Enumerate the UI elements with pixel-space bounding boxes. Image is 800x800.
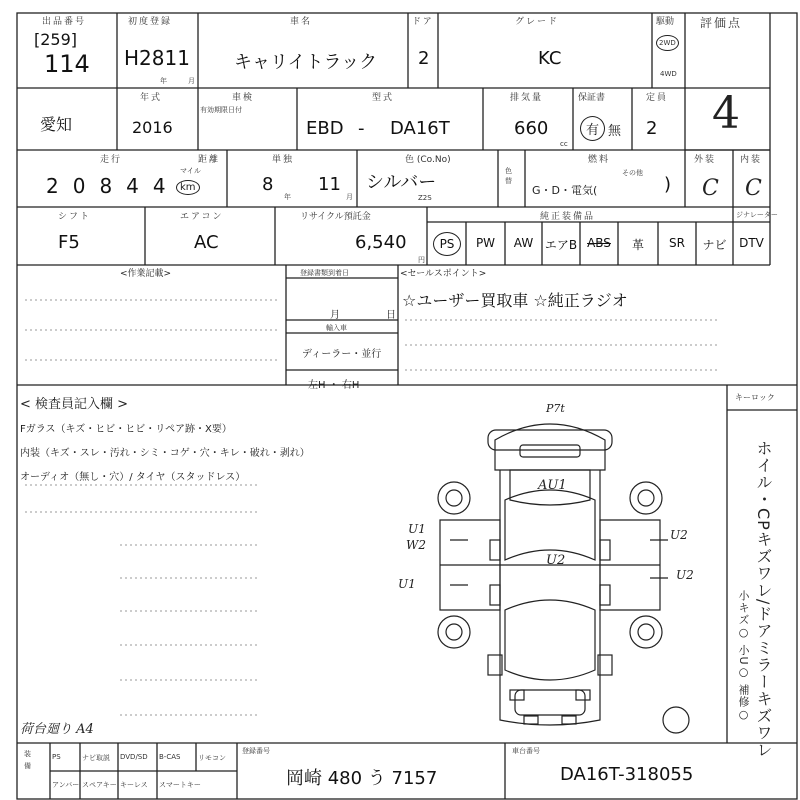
year-month-unit: 月 bbox=[346, 193, 353, 201]
color-code: Z2S bbox=[418, 194, 432, 202]
car-name: キャリイトラック bbox=[234, 52, 378, 73]
handwritten-bottom: 荷台廻り A4 bbox=[20, 722, 94, 737]
footer-equip-item: スマートキー bbox=[159, 781, 201, 789]
model-code: DA16T bbox=[390, 118, 450, 139]
capacity-label: 定員 bbox=[646, 93, 669, 103]
mark-front: P7t bbox=[546, 402, 565, 415]
ownership-no: 無 bbox=[608, 124, 622, 139]
import-dealer: ディーラー・並行 bbox=[302, 349, 382, 360]
score: 4 bbox=[712, 88, 740, 139]
import-label: 輸入車 bbox=[326, 324, 347, 332]
first-reg: H2811 bbox=[124, 46, 190, 70]
inspector-line3: オーディオ（無し・穴）/ タイヤ（スタッドレス） bbox=[20, 472, 246, 483]
lot-label: 出品番号 bbox=[42, 17, 87, 27]
displacement-label: 排気量 bbox=[510, 93, 544, 103]
chassis-label: 車台番号 bbox=[512, 747, 540, 755]
fuel-close: ) bbox=[664, 174, 672, 195]
drive-label: 駆動 bbox=[656, 17, 675, 27]
ac-label: エアコン bbox=[180, 212, 224, 222]
inspector-label: < 検査員記入欄 > bbox=[20, 397, 129, 412]
mileage-km: km bbox=[176, 180, 200, 195]
ownership-label: 保証書 bbox=[578, 93, 606, 103]
work-label: <作業記載> bbox=[120, 269, 172, 279]
side-notes: ホイル・CPキズワレ/ドアミラーキズワレ bbox=[754, 440, 773, 759]
mark-hood: AU1 bbox=[538, 478, 567, 493]
type-label: 型式 bbox=[372, 93, 395, 103]
recycle-unit: 円 bbox=[418, 256, 425, 264]
footer-equip-item: アンバー bbox=[52, 781, 80, 789]
reg-month: 月 bbox=[330, 310, 340, 321]
score-label: 評価点 bbox=[700, 16, 743, 30]
doors: 2 bbox=[418, 48, 430, 69]
import-steer: 左H ・ 右H bbox=[308, 380, 360, 391]
mark-right-upper: U2 bbox=[670, 528, 688, 542]
drive-4wd: 4WD bbox=[660, 70, 677, 78]
color: シルバー bbox=[366, 172, 437, 193]
mark-left-lower: U1 bbox=[398, 577, 416, 591]
capacity: 2 bbox=[646, 118, 658, 139]
lot-number: 114 bbox=[44, 50, 90, 78]
inspection-sub: 有効期限日付 bbox=[200, 106, 242, 114]
sales-points: ☆ユーザー買取車 ☆純正ラジオ bbox=[402, 291, 628, 310]
car-name-label: 車名 bbox=[290, 17, 313, 27]
sales-label: <セールスポイント> bbox=[400, 269, 487, 279]
shift: F5 bbox=[58, 232, 80, 253]
drive-2wd: 2WD bbox=[656, 35, 679, 51]
year-month: 11 bbox=[318, 174, 341, 195]
keylock-label: キーロック bbox=[735, 393, 775, 402]
equipment-item: PW bbox=[475, 236, 496, 250]
color-change-label: 色替 bbox=[505, 167, 512, 185]
equipment-item: エアB bbox=[544, 238, 578, 252]
door-label: ドア bbox=[412, 17, 434, 27]
fuel-options: G・D・電気( bbox=[532, 184, 598, 197]
exterior: C bbox=[702, 176, 719, 201]
equipment-item: 革 bbox=[631, 238, 644, 252]
plate-label: 登録番号 bbox=[242, 747, 270, 755]
color-label: 色 (Co.No) bbox=[405, 155, 451, 165]
fuel-label: 燃料 bbox=[588, 155, 611, 165]
equipment-item: PS bbox=[433, 232, 461, 256]
equipment-item: SR bbox=[669, 236, 685, 250]
single-label: 単独 bbox=[272, 155, 295, 165]
recycle: 6,540 bbox=[355, 232, 407, 253]
inspector-line2: 内装（キズ・スレ・汚れ・シミ・コゲ・穴・キレ・破れ・剥れ） bbox=[20, 448, 310, 459]
mark-left-upper: U1 bbox=[408, 522, 426, 536]
fuel-other: その他 bbox=[622, 169, 643, 177]
ac: AC bbox=[194, 232, 219, 253]
ownership-yes: 有 bbox=[580, 116, 605, 141]
recycle-label: リサイクル預託金 bbox=[300, 212, 371, 222]
equipment-item: DTV bbox=[739, 236, 764, 250]
lot-bracket: [259] bbox=[34, 30, 78, 49]
mark-center: U2 bbox=[546, 553, 566, 568]
footer-equip-item: スペアキー bbox=[82, 781, 117, 789]
reg-day: 日 bbox=[386, 310, 396, 321]
footer-equip-item: PS bbox=[52, 753, 61, 761]
displacement: 660 bbox=[514, 118, 549, 139]
model-year: 2016 bbox=[132, 118, 173, 137]
months-unit: 年 bbox=[284, 193, 291, 201]
equipment-label: 純正装備品 bbox=[540, 212, 596, 222]
mileage-mile: マイル bbox=[180, 167, 201, 175]
first-reg-sub: 年 bbox=[160, 77, 167, 85]
months: 8 bbox=[262, 174, 274, 195]
footer-equip-item: DVD/SD bbox=[120, 753, 148, 761]
option-label: ジナレーター bbox=[736, 211, 778, 219]
plate: 岡崎 480 う 7157 bbox=[286, 768, 438, 789]
mileage-unit-label: 距離 bbox=[198, 155, 221, 165]
interior-label: 内装 bbox=[740, 155, 763, 165]
first-reg-sub2: 月 bbox=[188, 77, 195, 85]
grade: KC bbox=[538, 48, 562, 69]
displacement-unit: cc bbox=[560, 140, 568, 148]
equipment-item: AW bbox=[513, 236, 534, 250]
shift-label: シフト bbox=[58, 212, 92, 222]
region: 愛知 bbox=[40, 115, 73, 134]
mileage-label: 走行 bbox=[100, 155, 123, 165]
mileage: 20844 bbox=[46, 174, 180, 198]
exterior-label: 外装 bbox=[694, 155, 717, 165]
chassis: DA16T-318055 bbox=[560, 764, 694, 785]
model-dash: - bbox=[358, 118, 365, 139]
model-year-label: 年式 bbox=[140, 93, 163, 103]
first-reg-label: 初度登録 bbox=[128, 17, 173, 27]
reg-label: 登録書類到着日 bbox=[300, 269, 349, 277]
equipment-item: ナビ bbox=[702, 238, 727, 252]
mark-left-upper2: W2 bbox=[406, 538, 426, 552]
mark-right-lower: U2 bbox=[676, 568, 694, 582]
footer-equip-item: ナビ取説 bbox=[82, 754, 110, 762]
inspection-label: 車検 bbox=[232, 93, 255, 103]
grade-label: グレード bbox=[515, 17, 560, 27]
footer-equip-item: B-CAS bbox=[159, 753, 181, 761]
side-notes2: 小キズ○ 小U○ 補修○ bbox=[737, 590, 750, 723]
footer-equip-label: 装備 bbox=[24, 750, 31, 770]
footer-equip-item: リモコン bbox=[198, 754, 226, 762]
inspector-line1: Fガラス（キズ・ヒビ・ヒビ・リペア跡・X要） bbox=[20, 424, 232, 435]
footer-equip-item: キーレス bbox=[120, 781, 148, 789]
model-prefix: EBD bbox=[306, 118, 344, 139]
equipment-item: ABS bbox=[587, 236, 611, 250]
interior: C bbox=[745, 176, 762, 201]
